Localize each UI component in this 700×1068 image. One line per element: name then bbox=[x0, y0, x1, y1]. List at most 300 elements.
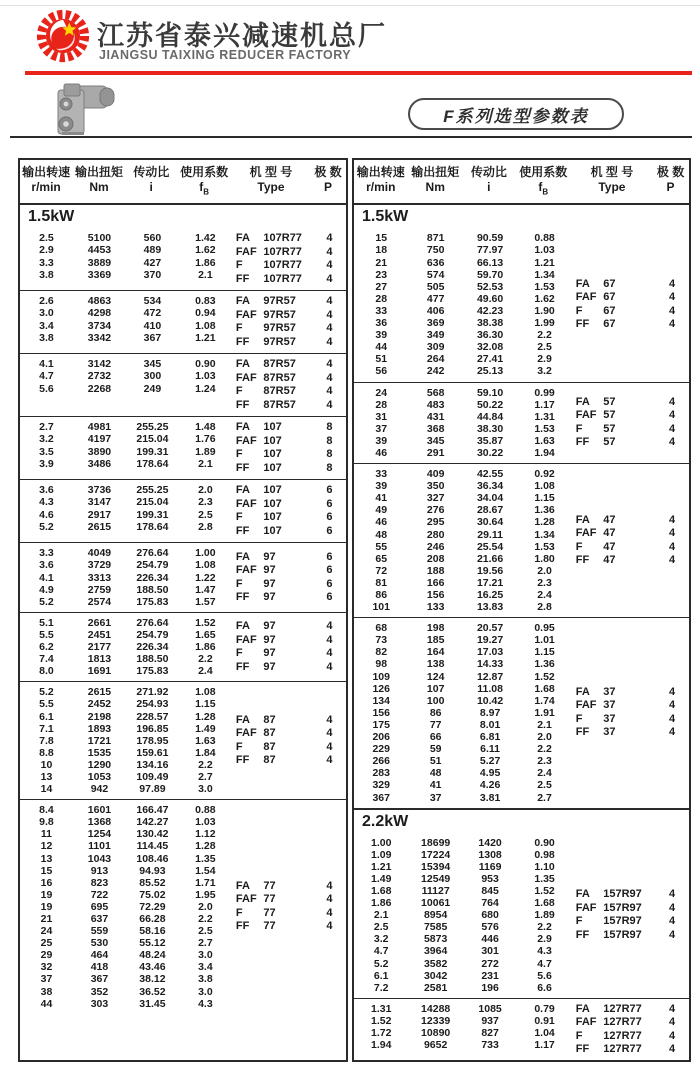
table-row bbox=[354, 873, 572, 885]
series-badge: F系列选型参数表 bbox=[408, 98, 624, 130]
type-row bbox=[572, 305, 689, 319]
cell: 7.4 bbox=[39, 653, 54, 666]
table-row bbox=[354, 317, 572, 329]
cell: 1.15 bbox=[195, 698, 216, 711]
cell: 3.2 bbox=[39, 433, 54, 446]
cell: 229 bbox=[372, 743, 390, 756]
cell: 59.70 bbox=[476, 268, 504, 281]
column-header-unit: $f_B$ bbox=[199, 180, 210, 197]
cell: 1.49 bbox=[195, 722, 216, 735]
cell: 352 bbox=[90, 985, 109, 998]
ratio-group bbox=[20, 799, 346, 1014]
cell: 4.7 bbox=[537, 957, 552, 970]
pole-count: 4 bbox=[326, 754, 333, 767]
table-row bbox=[354, 731, 572, 743]
pole-count: 4 bbox=[326, 727, 333, 740]
cell: 77.97 bbox=[476, 244, 504, 257]
cell: 3486 bbox=[87, 457, 112, 470]
cell: 3734 bbox=[87, 319, 112, 332]
type-prefix: FAF bbox=[235, 633, 257, 646]
table-row bbox=[20, 889, 232, 901]
table-row bbox=[354, 897, 572, 909]
cell: 25.54 bbox=[476, 540, 504, 553]
column-header bbox=[408, 165, 463, 199]
cell: 1.24 bbox=[195, 382, 216, 395]
cell: 1.95 bbox=[195, 888, 216, 901]
pole-count: 4 bbox=[668, 304, 676, 317]
cell: 10 bbox=[40, 758, 53, 771]
group-types bbox=[572, 387, 689, 460]
column-header-unit: Nm bbox=[89, 180, 109, 194]
cell: 0.95 bbox=[534, 622, 555, 635]
type-prefix: F bbox=[235, 385, 243, 398]
cell: 126 bbox=[372, 682, 390, 695]
cell: 82 bbox=[375, 646, 388, 659]
type-model: 87R57 bbox=[263, 358, 296, 371]
type-model: 157R97 bbox=[603, 928, 642, 941]
type-prefix: FA bbox=[235, 484, 250, 497]
cell: 55.12 bbox=[139, 937, 166, 950]
cell: 3.0 bbox=[198, 985, 213, 998]
type-label bbox=[232, 498, 313, 512]
cell: 2451 bbox=[87, 628, 112, 641]
type-model: 107 bbox=[263, 524, 282, 537]
type-model: 107 bbox=[263, 421, 282, 434]
table-row bbox=[20, 572, 232, 584]
cell: 1085 bbox=[478, 1002, 502, 1015]
cell: 1.48 bbox=[195, 421, 216, 434]
table-row bbox=[354, 553, 572, 565]
type-row bbox=[572, 1003, 689, 1017]
type-label bbox=[232, 727, 313, 741]
table-row bbox=[20, 840, 232, 852]
right-parameter-table bbox=[352, 158, 691, 1062]
cell: 1053 bbox=[87, 770, 112, 783]
cell: 2.1 bbox=[373, 909, 389, 922]
cell: 33 bbox=[375, 468, 388, 481]
cell: 1.53 bbox=[534, 280, 555, 293]
cell: 327 bbox=[426, 492, 445, 505]
cell: 38.38 bbox=[476, 317, 504, 330]
type-row bbox=[232, 309, 346, 323]
table-row bbox=[20, 804, 232, 816]
cell: 41 bbox=[375, 492, 388, 505]
ratio-group bbox=[354, 833, 689, 998]
table-row bbox=[354, 468, 572, 480]
pole-count: 4 bbox=[668, 277, 676, 290]
cell: 134 bbox=[372, 694, 390, 707]
cell: 1.15 bbox=[534, 646, 555, 659]
cell: 559 bbox=[90, 925, 109, 938]
table-row bbox=[354, 779, 572, 791]
type-model: 77 bbox=[263, 893, 276, 906]
type-prefix: FA bbox=[575, 888, 590, 901]
cell: 1.34 bbox=[534, 268, 555, 281]
cell: 303 bbox=[90, 997, 109, 1010]
cell: 3736 bbox=[87, 484, 112, 497]
cell: 188.50 bbox=[136, 583, 169, 596]
type-label bbox=[572, 554, 655, 568]
pole-count: 4 bbox=[668, 712, 676, 725]
cell: 276.64 bbox=[136, 547, 169, 560]
cell: 19.27 bbox=[476, 634, 504, 647]
table-row bbox=[354, 1003, 572, 1015]
cell: 114.45 bbox=[136, 840, 169, 853]
pole-count: 4 bbox=[668, 915, 676, 928]
cell: 2.0 bbox=[537, 731, 552, 744]
cell: 5873 bbox=[423, 933, 448, 946]
type-row bbox=[232, 448, 346, 462]
table-row bbox=[20, 307, 232, 319]
type-prefix: FAF bbox=[235, 308, 257, 321]
cell: 28 bbox=[375, 398, 388, 411]
table-row bbox=[354, 244, 572, 256]
cell: 37 bbox=[429, 791, 442, 804]
type-label bbox=[232, 564, 313, 578]
column-header bbox=[463, 165, 515, 199]
column-header bbox=[126, 165, 177, 199]
cell: 264 bbox=[426, 353, 445, 366]
cell: 1.94 bbox=[371, 1039, 392, 1052]
type-label bbox=[232, 246, 313, 260]
type-prefix: F bbox=[235, 647, 243, 660]
type-prefix: FF bbox=[575, 318, 590, 331]
type-label bbox=[572, 423, 655, 437]
ratio-group bbox=[354, 382, 689, 464]
cell: 823 bbox=[90, 876, 109, 889]
type-row bbox=[572, 396, 689, 410]
type-row bbox=[572, 1030, 689, 1044]
group-data bbox=[20, 421, 232, 475]
table-row bbox=[20, 559, 232, 571]
type-row bbox=[232, 647, 346, 661]
type-row bbox=[232, 372, 346, 386]
cell: 464 bbox=[90, 949, 109, 962]
type-model: 57 bbox=[603, 409, 616, 422]
type-prefix: FA bbox=[235, 421, 250, 434]
cell: 30.64 bbox=[476, 516, 504, 529]
cell: 1.62 bbox=[534, 292, 555, 305]
table-row bbox=[20, 686, 232, 698]
column-header-unit: P bbox=[324, 180, 333, 194]
type-row bbox=[232, 880, 346, 894]
table-row bbox=[20, 433, 232, 445]
type-prefix: F bbox=[235, 906, 243, 919]
cell: 68 bbox=[375, 622, 388, 635]
cell: 1308 bbox=[478, 848, 502, 861]
type-model: 57 bbox=[603, 436, 616, 449]
cell: 1.35 bbox=[195, 852, 216, 865]
type-label bbox=[572, 1016, 655, 1030]
cell: 124 bbox=[426, 670, 445, 683]
column-header bbox=[176, 165, 231, 199]
cell: 134.16 bbox=[136, 758, 169, 771]
cell: 16.25 bbox=[476, 589, 504, 602]
cell: 1.03 bbox=[195, 370, 216, 383]
company-name-cn: 江苏省泰兴减速机总厂 bbox=[97, 21, 387, 51]
table-row bbox=[354, 646, 572, 658]
cell: 228.57 bbox=[136, 710, 169, 723]
cell: 15 bbox=[375, 232, 388, 245]
table-row bbox=[20, 961, 232, 973]
cell: 937 bbox=[481, 1014, 499, 1027]
cell: 25 bbox=[40, 937, 53, 950]
table-row bbox=[354, 933, 572, 945]
type-model: 37 bbox=[603, 699, 616, 712]
ratio-group bbox=[20, 542, 346, 611]
cell: 283 bbox=[372, 767, 390, 780]
type-model: 127R77 bbox=[603, 1029, 642, 1042]
cell: 7.8 bbox=[39, 734, 54, 747]
cell: 8.4 bbox=[39, 804, 54, 817]
cell: 0.94 bbox=[195, 307, 216, 320]
cell: 1.08 bbox=[534, 480, 555, 493]
cell: 1.49 bbox=[371, 872, 392, 885]
top-hairline bbox=[0, 5, 700, 6]
cell: 1169 bbox=[478, 860, 502, 873]
cell: 2.2 bbox=[198, 758, 213, 771]
type-prefix: FAF bbox=[235, 497, 257, 510]
table-row bbox=[354, 671, 572, 683]
type-row bbox=[232, 232, 346, 246]
cell: 20.57 bbox=[476, 622, 504, 635]
cell: 59 bbox=[429, 743, 442, 756]
cell: 680 bbox=[481, 909, 499, 922]
pole-count: 8 bbox=[326, 421, 333, 434]
cell: 2.9 bbox=[39, 244, 54, 257]
pole-count: 4 bbox=[326, 879, 333, 892]
type-label bbox=[572, 713, 655, 727]
pole-count: 4 bbox=[668, 726, 676, 739]
type-label bbox=[232, 634, 313, 648]
type-prefix: F bbox=[235, 259, 243, 272]
type-model: 97R57 bbox=[263, 335, 296, 348]
cell: 98 bbox=[375, 658, 388, 671]
table-row bbox=[354, 447, 572, 459]
column-header bbox=[20, 165, 72, 199]
cell: 942 bbox=[90, 783, 109, 796]
table-row bbox=[20, 783, 232, 795]
group-data bbox=[354, 387, 572, 460]
column-header-cn: 使用系数 bbox=[180, 165, 229, 179]
cell: 1043 bbox=[87, 852, 112, 865]
cell: 9652 bbox=[423, 1039, 448, 1052]
cell: 871 bbox=[426, 232, 445, 245]
type-model: 127R77 bbox=[603, 1043, 642, 1056]
pole-count: 6 bbox=[326, 550, 333, 563]
cell: 409 bbox=[426, 468, 445, 481]
type-row bbox=[572, 686, 689, 700]
type-label bbox=[232, 741, 313, 755]
cell: 1.36 bbox=[534, 504, 555, 517]
table-row bbox=[20, 949, 232, 961]
group-data bbox=[20, 232, 232, 286]
cell: 44.84 bbox=[476, 410, 504, 423]
pole-count: 4 bbox=[668, 1002, 676, 1015]
type-label bbox=[572, 1043, 655, 1057]
type-label bbox=[572, 436, 655, 450]
pole-count: 4 bbox=[326, 371, 333, 384]
cell: 0.90 bbox=[195, 358, 216, 371]
pole-count: 4 bbox=[326, 335, 333, 348]
cell: 1.89 bbox=[534, 909, 555, 922]
cell: 35.87 bbox=[476, 434, 504, 447]
table-row bbox=[20, 698, 232, 710]
type-model: 157R97 bbox=[603, 901, 642, 914]
cell: 345 bbox=[426, 434, 445, 447]
type-label bbox=[572, 686, 655, 700]
cell: 17.03 bbox=[476, 646, 504, 659]
type-label bbox=[232, 511, 313, 525]
cell: 56 bbox=[375, 365, 388, 378]
cell: 1.54 bbox=[195, 864, 216, 877]
table-row bbox=[354, 601, 572, 613]
type-model: 107 bbox=[263, 484, 282, 497]
cell: 1.52 bbox=[534, 670, 555, 683]
type-label bbox=[572, 291, 655, 305]
group-types bbox=[232, 686, 346, 795]
cell: 1.17 bbox=[534, 398, 555, 411]
cell: 138 bbox=[426, 658, 445, 671]
table-row bbox=[354, 849, 572, 861]
type-model: 37 bbox=[603, 685, 616, 698]
cell: 1.01 bbox=[534, 634, 555, 647]
cell: 1.34 bbox=[534, 528, 555, 541]
cell: 329 bbox=[372, 779, 390, 792]
cell: 367 bbox=[372, 791, 390, 804]
type-row bbox=[572, 902, 689, 916]
type-row bbox=[232, 634, 346, 648]
table-row bbox=[354, 269, 572, 281]
cell: 59.10 bbox=[476, 386, 504, 399]
type-label bbox=[232, 714, 313, 728]
type-label bbox=[572, 888, 655, 902]
cell: 3.2 bbox=[537, 365, 552, 378]
type-label bbox=[232, 551, 313, 565]
cell: 166.47 bbox=[136, 804, 169, 817]
type-row bbox=[232, 498, 346, 512]
cell: 72 bbox=[375, 564, 388, 577]
group-data bbox=[354, 837, 572, 994]
cell: 1.31 bbox=[371, 1002, 392, 1015]
cell: 0.88 bbox=[534, 232, 555, 245]
cell: 2.3 bbox=[537, 755, 552, 768]
cell: 30.22 bbox=[476, 446, 504, 459]
cell: 11 bbox=[40, 828, 53, 841]
cell: 11127 bbox=[421, 884, 450, 897]
cell: 246 bbox=[426, 540, 445, 553]
cell: 231 bbox=[481, 969, 499, 982]
cell: 483 bbox=[426, 398, 445, 411]
cell: 198 bbox=[426, 622, 445, 635]
cell: 637 bbox=[90, 913, 109, 926]
cell: 1.91 bbox=[534, 706, 555, 719]
group-types bbox=[572, 837, 689, 994]
cell: 19 bbox=[40, 888, 53, 901]
column-header-cn: 使用系数 bbox=[519, 165, 568, 179]
cell: 6.1 bbox=[39, 710, 54, 723]
type-label bbox=[232, 358, 313, 372]
cell: 427 bbox=[143, 256, 162, 269]
cell: 534 bbox=[143, 295, 162, 308]
cell: 130.42 bbox=[136, 828, 169, 841]
type-row bbox=[232, 578, 346, 592]
cell: 1.53 bbox=[534, 422, 555, 435]
ratio-group bbox=[354, 617, 689, 807]
column-header bbox=[310, 165, 346, 199]
cell: 406 bbox=[426, 304, 445, 317]
type-label bbox=[232, 661, 313, 675]
gear-star-logo-icon bbox=[36, 9, 90, 63]
cell: 13 bbox=[40, 852, 53, 865]
pole-count: 6 bbox=[326, 577, 333, 590]
type-prefix: FAF bbox=[575, 291, 597, 304]
cell: 2.0 bbox=[537, 564, 552, 577]
table-row bbox=[354, 958, 572, 970]
cell: 489 bbox=[143, 244, 162, 257]
cell: 3.3 bbox=[39, 256, 54, 269]
column-header-unit: r/min bbox=[31, 180, 61, 194]
table-row bbox=[20, 383, 232, 395]
cell: 733 bbox=[481, 1039, 499, 1052]
column-header-cn: 输出扭矩 bbox=[75, 165, 124, 179]
cell: 301 bbox=[481, 945, 499, 958]
cell: 1.99 bbox=[534, 317, 555, 330]
cell: 2615 bbox=[87, 520, 112, 533]
cell: 18699 bbox=[421, 836, 451, 849]
cell: 86 bbox=[375, 589, 388, 602]
table-row bbox=[20, 877, 232, 889]
table-row bbox=[20, 421, 232, 433]
cell: 576 bbox=[481, 921, 499, 934]
cell: 29 bbox=[40, 949, 53, 962]
type-prefix: FA bbox=[575, 277, 590, 290]
cell: 3.8 bbox=[198, 973, 213, 986]
cell: 21 bbox=[40, 913, 53, 926]
table-row bbox=[354, 541, 572, 553]
table-row bbox=[20, 370, 232, 382]
type-row bbox=[572, 929, 689, 943]
type-row bbox=[572, 888, 689, 902]
cell: 0.98 bbox=[534, 848, 555, 861]
cell: 2268 bbox=[87, 382, 112, 395]
cell: 2.3 bbox=[537, 576, 552, 589]
pole-count: 4 bbox=[668, 1029, 676, 1042]
cell: 0.79 bbox=[534, 1002, 555, 1015]
type-prefix: FA bbox=[575, 685, 590, 698]
cell: 5.27 bbox=[479, 755, 501, 768]
cell: 568 bbox=[426, 386, 445, 399]
type-row bbox=[572, 726, 689, 740]
cell: 367 bbox=[90, 973, 109, 986]
cell: 345 bbox=[143, 358, 162, 371]
cell: 2.7 bbox=[198, 770, 213, 783]
cell: 2.3 bbox=[198, 496, 213, 509]
pole-count: 4 bbox=[326, 633, 333, 646]
cell: 1.52 bbox=[371, 1014, 392, 1027]
power-section-label: 2.2kW bbox=[354, 808, 689, 833]
cell: 2661 bbox=[87, 616, 112, 629]
group-data bbox=[20, 686, 232, 795]
table-row bbox=[354, 565, 572, 577]
type-label bbox=[572, 396, 655, 410]
type-row bbox=[572, 699, 689, 713]
cell: 271.92 bbox=[136, 686, 169, 699]
cell: 3582 bbox=[423, 957, 448, 970]
pole-count: 6 bbox=[326, 484, 333, 497]
cell: 10890 bbox=[421, 1027, 451, 1040]
type-label bbox=[572, 541, 655, 555]
